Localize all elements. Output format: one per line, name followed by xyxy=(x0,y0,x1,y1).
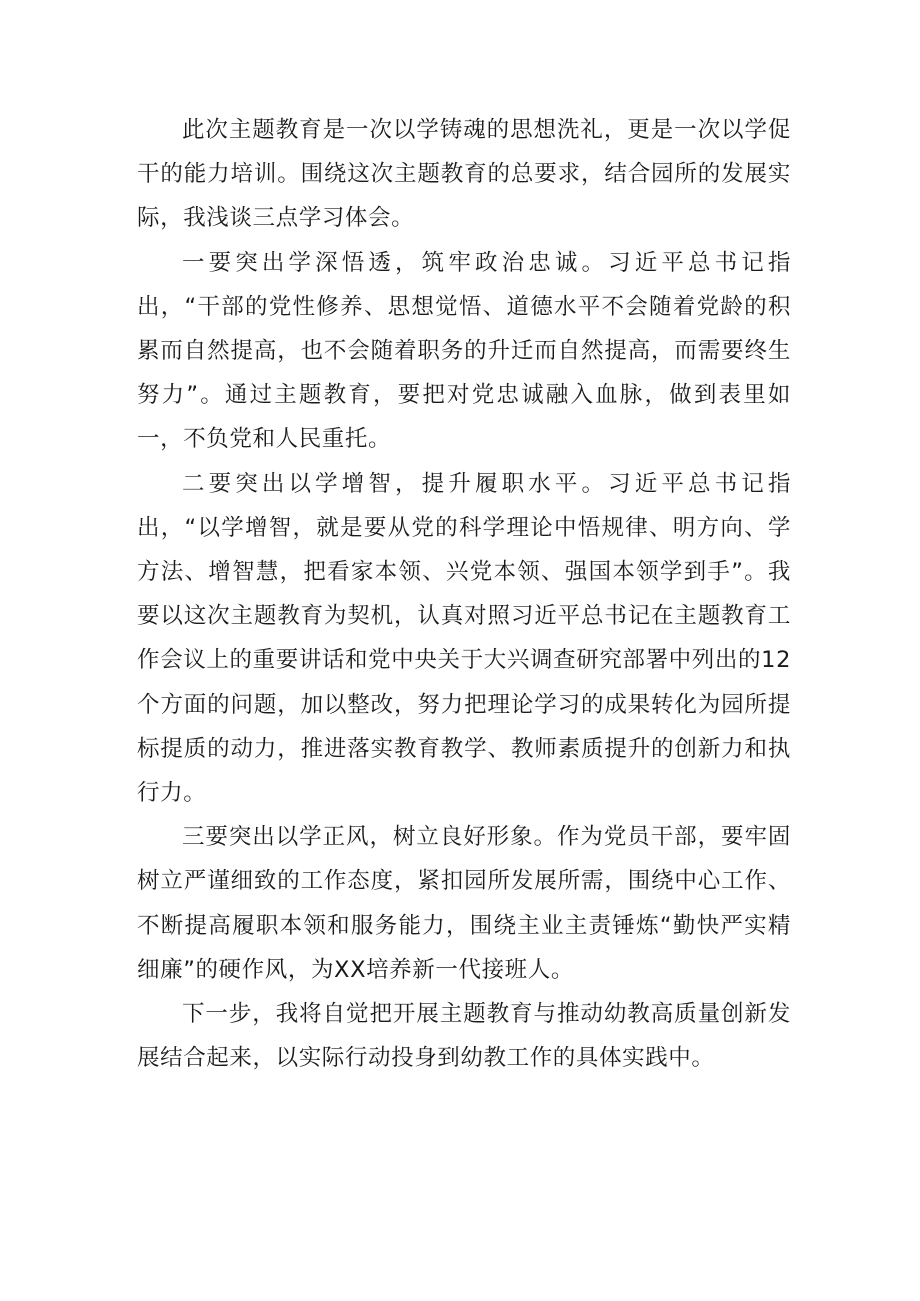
paragraph-intro: 此次主题教育是一次以学铸魂的思想洗礼，更是一次以学促干的能力培训。围绕这次主题教育的总要求，结合园所的发展实际，我浅谈三点学习体会。 xyxy=(137,117,791,232)
document-body xyxy=(137,108,791,1080)
paragraph-point-two: 二要突出以学增智，提升履职水平。习近平总书记指出，“以学增智，就是要从党的科学理论中悟规律、明方向、学方法、增智慧，把看家本领、兴党本领、强国本领学到手”。我要以这次主题教育为契机，认真对照习近平总书记在主题教育工作会议上的重要讲话和党中央关于大兴调查研究部署中列出的12个方面的问题，加以整改，努力把理论学习的成果转化为园所提标提质的动力，推进落实教育教学、教师素质提升的创新力和执行力。 xyxy=(137,470,791,807)
paragraph-conclusion: 下一步，我将自觉把开展主题教育与推动幼教高质量创新发展结合起来，以实际行动投身到幼教工作的具体实践中。 xyxy=(137,1001,791,1072)
paragraph-point-three: 三要突出以学正风，树立良好形象。作为党员干部，要牢固树立严谨细致的工作态度，紧扣园所发展所需，围绕中心工作、不断提高履职本领和服务能力，围绕主业主责锤炼“勤快严实精细廉”的硬作风，为XX培养新一代接班人。 xyxy=(137,824,791,983)
paragraph-point-one: 一要突出学深悟透，筑牢政治忠诚。习近平总书记指出，“干部的党性修养、思想觉悟、道德水平不会随着党龄的积累而自然提高，也不会随着职务的升迁而自然提高，而需要终生努力”。通过主题教育，要把对党忠诚融入血脉，做到表里如一，不负党和人民重托。 xyxy=(137,249,791,453)
